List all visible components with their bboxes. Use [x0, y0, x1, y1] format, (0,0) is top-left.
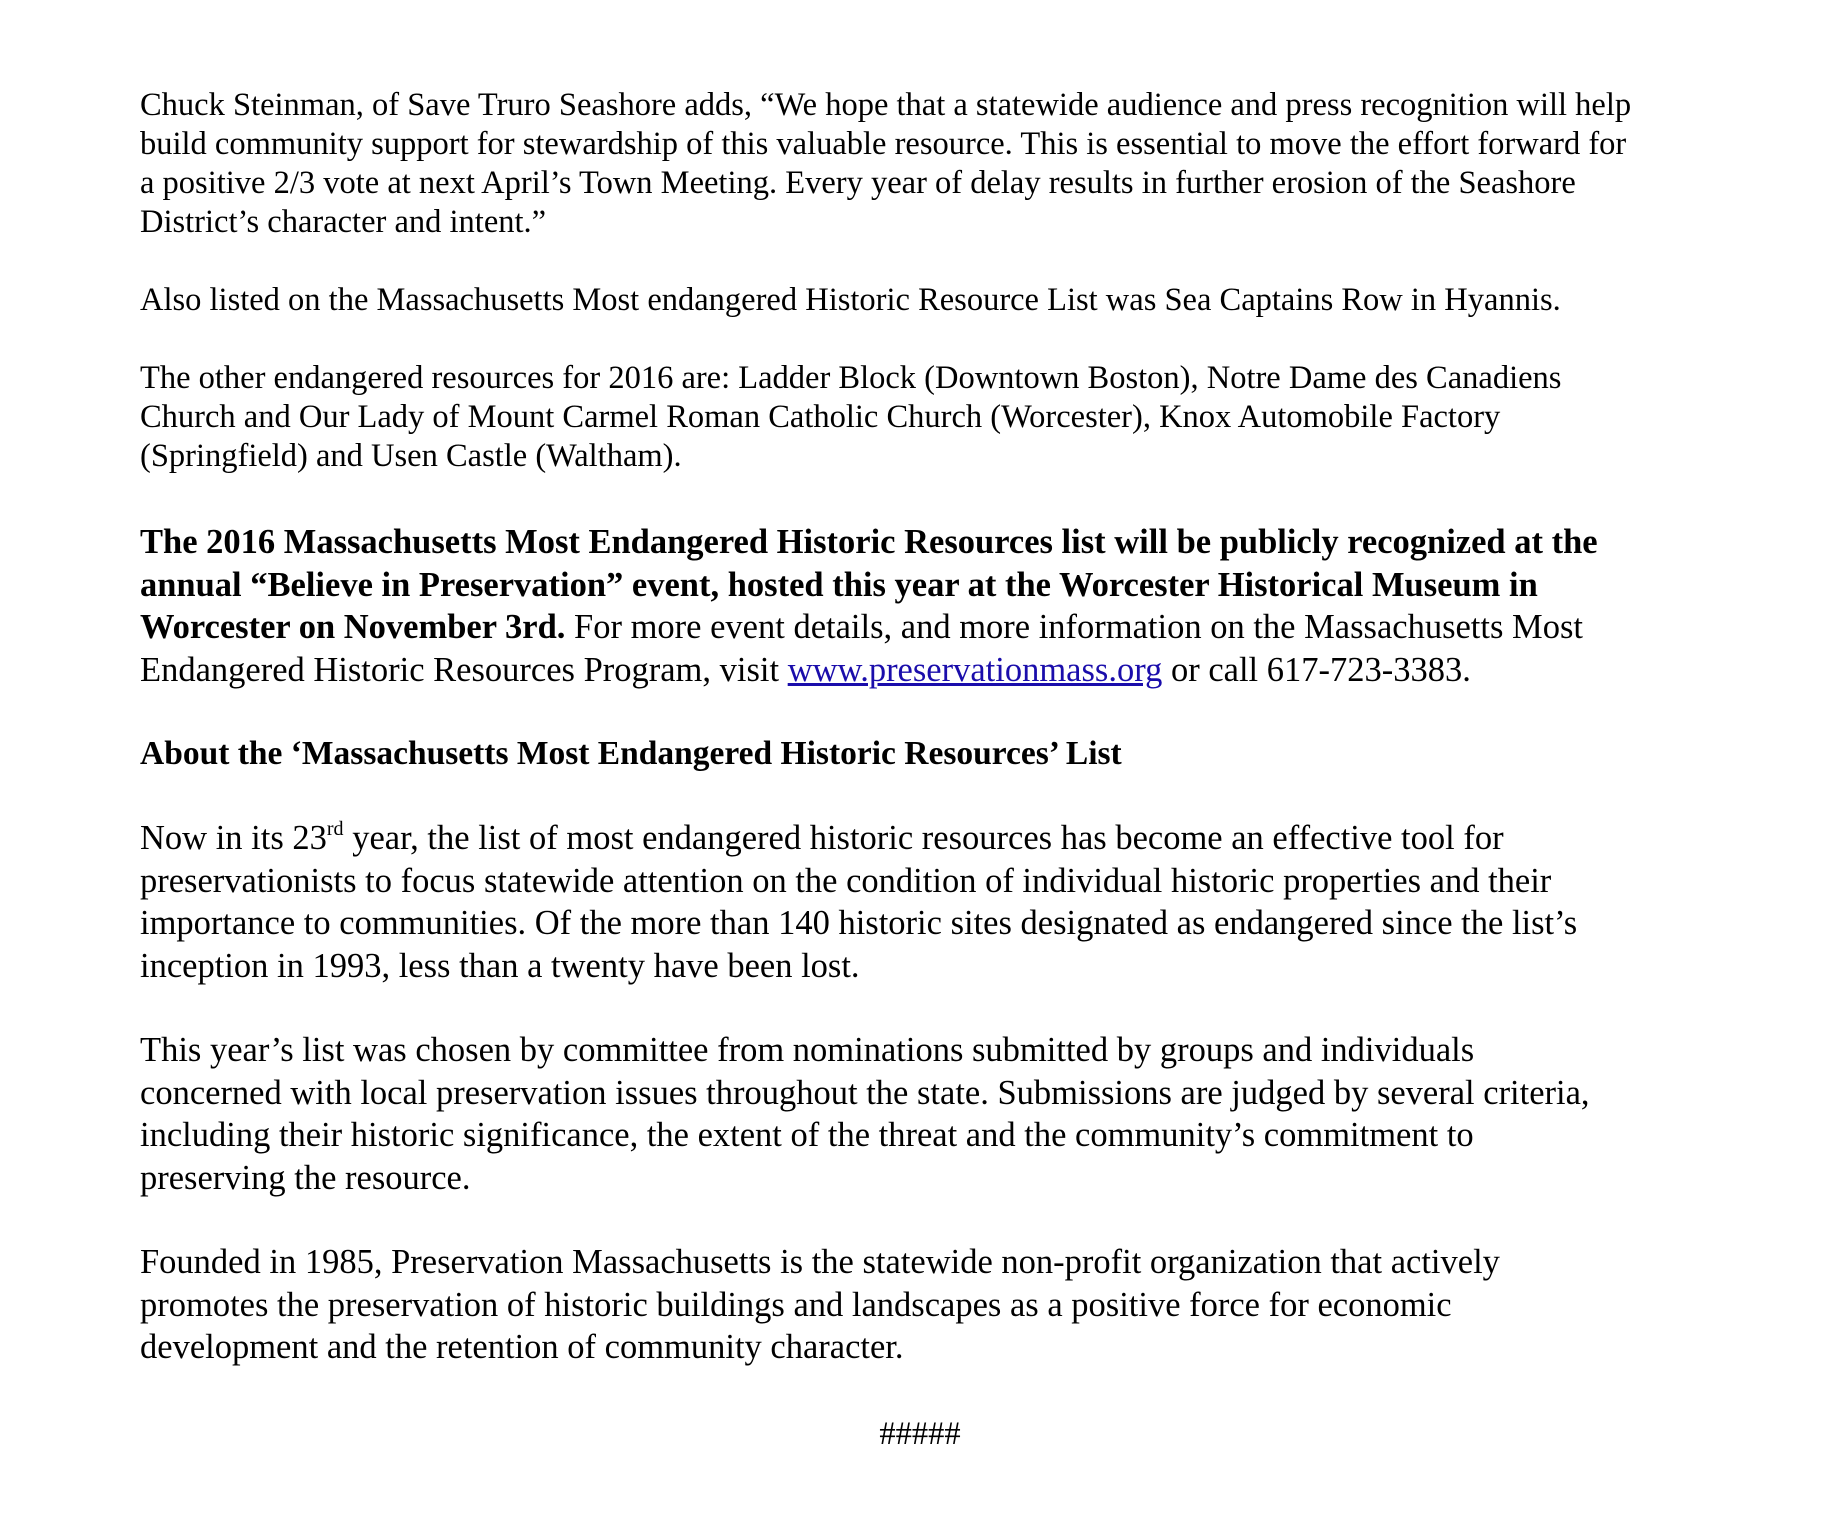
text-line: build community support for stewardship of this valuable resource. This is essential to move the effort forward for [140, 126, 1627, 162]
text-line: This year’s list was chosen by committee from nominations submitted by groups and individuals [140, 1031, 1475, 1069]
text-line: Also listed on the Massachusetts Most endangered Historic Resource List was Sea Captains Row in Hyannis. [140, 282, 1561, 318]
text-segment: For more event details, and more information on the Massachusetts Most [565, 608, 1583, 646]
text-line: a positive 2/3 vote at next April’s Town Meeting. Every year of delay results in further erosion of the Seashore [140, 165, 1576, 201]
document-page [140, 86, 1740, 1454]
paragraph-event-announcement [140, 521, 1740, 691]
text-line: preservationists to focus statewide attention on the condition of individual historic properties and their [140, 861, 1552, 900]
text-line: preserving the resource. [140, 1158, 471, 1197]
paragraph-list-history [140, 817, 1740, 987]
text-line: (Springfield) and Usen Castle (Waltham). [140, 438, 682, 474]
preservationmass-link[interactable]: www.preservationmass.org [787, 650, 1163, 689]
bold-text-line: Worcester on November 3rd. [140, 608, 566, 646]
text-line: promotes the preservation of historic buildings and landscapes as a positive force for economic [140, 1285, 1452, 1324]
text-line: including their historic significance, the extent of the threat and the community’s commitment to [140, 1116, 1474, 1154]
text-segment: year, the list of most endangered historic resources has become an effective tool for [343, 819, 1504, 857]
text-line: importance to communities. Of the more than 140 historic sites designated as endangered since the list’s [140, 904, 1578, 942]
paragraph-steinman-quote [140, 86, 1740, 242]
paragraph-selection-criteria [140, 1029, 1740, 1199]
bold-text-line: The 2016 Massachusetts Most Endangered Historic Resources list will be publicly recognized at the [140, 523, 1598, 561]
text-line: inception in 1993, less than a twenty have been lost. [140, 946, 860, 985]
text-segment: or call 617-723-3383. [1162, 650, 1471, 689]
text-line: Founded in 1985, Preservation Massachusetts is the statewide non-profit organization that actively [140, 1243, 1500, 1281]
paragraph-sea-captains-row [140, 281, 1740, 320]
text-segment: Now in its 23 [140, 819, 327, 857]
ordinal-superscript: rd [326, 818, 344, 840]
text-line: The other endangered resources for 2016 are: Ladder Block (Downtown Boston), Notre Dame des Canadiens [140, 360, 1562, 396]
bold-text-line: annual “Believe in Preservation” event, hosted this year at the Worcester Historical Museum in [140, 565, 1538, 604]
section-heading: About the ‘Massachusetts Most Endangered Historic Resources’ List [140, 735, 1122, 772]
text-line: concerned with local preservation issues throughout the state. Submissions are judged by several criteria, [140, 1073, 1590, 1112]
paragraph-about-organization [140, 1241, 1740, 1369]
text-line: Chuck Steinman, of Save Truro Seashore adds, “We hope that a statewide audience and press recognition will help [140, 87, 1632, 123]
text-line: Church and Our Lady of Mount Carmel Roman Catholic Church (Worcester), Knox Automobile Factory [140, 399, 1501, 435]
end-of-release-mark: ##### [879, 1415, 961, 1452]
paragraph-other-resources [140, 359, 1740, 476]
text-line: development and the retention of community character. [140, 1328, 904, 1366]
text-segment: Endangered Historic Resources Program, visit [140, 650, 788, 689]
text-line: District’s character and intent.” [140, 204, 547, 240]
